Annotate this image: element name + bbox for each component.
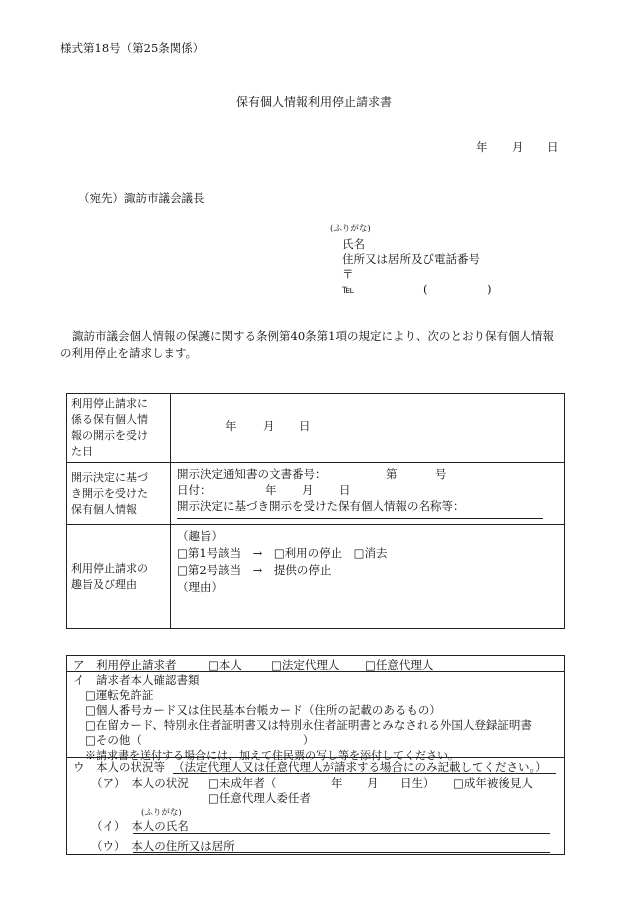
date-month: 月	[512, 140, 524, 154]
intro-line-2: の利用停止を請求します。	[60, 346, 198, 360]
info-name-underline	[177, 518, 543, 519]
form-number: 様式第18号（第25条関係）	[60, 41, 205, 55]
info-name-label: 開示決定に基づき開示を受けた保有個人情報の名称等：	[177, 499, 465, 513]
checkbox-legal-agent[interactable]: □法定代理人	[271, 658, 340, 672]
disclosed-info-label	[67, 468, 170, 520]
principal-address-label: （ウ） 本人の住所又は居所	[91, 839, 235, 853]
label-line: 利用停止請求の	[71, 561, 148, 575]
checkbox-mynumber-card[interactable]: □個人番号カード又は住民基本台帳カード（住所の記載のあるもの）	[85, 703, 441, 717]
checkbox-drivers-license[interactable]: □運転免許証	[85, 688, 154, 702]
reason-heading: （理由）	[177, 580, 223, 594]
principal-name-line[interactable]	[133, 833, 550, 834]
date-day: 日	[547, 140, 559, 154]
document-number-go: 号	[435, 467, 447, 481]
requester-name-label: 氏名	[342, 237, 365, 251]
disclosure-date-label	[67, 394, 170, 462]
document-date-label: 日付：	[177, 483, 212, 497]
document-number-label: 開示決定通知書の文書番号：	[177, 467, 327, 481]
principal-note-underline	[173, 773, 556, 774]
requester-type-label: ア 利用停止請求者	[73, 658, 177, 672]
requester-type-row	[67, 656, 564, 672]
disclosed-info-row	[67, 463, 565, 525]
document-year: 年	[265, 483, 277, 497]
label-line: き開示を受けた	[71, 486, 148, 500]
label-line: 係る保有個人情	[71, 413, 148, 426]
purpose-row	[67, 525, 565, 629]
purpose-field	[171, 525, 565, 629]
disclosed-info-field[interactable]	[171, 463, 565, 525]
principal-status-label: ウ 本人の状況等	[73, 760, 165, 774]
principal-address-line[interactable]	[133, 852, 550, 853]
principal-status-section	[67, 758, 564, 854]
date-year: 年	[476, 140, 488, 154]
id-documents-row	[67, 671, 564, 762]
document-number-dai: 第	[386, 467, 398, 481]
status-sub-label: （ア） 本人の状況	[91, 776, 189, 790]
tel-paren-close: )	[487, 282, 492, 296]
checkbox-principal[interactable]: □任意代理人委任者	[208, 791, 311, 805]
identity-section	[66, 655, 565, 855]
label-line: 開示決定に基づ	[71, 470, 148, 484]
checkbox-residence-card[interactable]: □在留カード、特別永住者証明書又は特別永住者証明書とみなされる外国人登録証明書	[85, 718, 532, 732]
birth-month: 月	[367, 776, 379, 790]
purpose-heading: （趣旨）	[177, 529, 223, 543]
addressee: （宛先）諏訪市議会議長	[78, 191, 205, 205]
request-table	[66, 393, 565, 629]
label-line: 利用停止請求に	[71, 397, 148, 410]
label-line: た日	[71, 445, 93, 458]
birth-year: 年	[331, 776, 343, 790]
label-line: 保有個人情報	[71, 502, 137, 516]
checkbox-minor[interactable]: □未成年者（	[208, 776, 277, 790]
checkbox-other[interactable]: □その他（ ）	[85, 733, 315, 747]
requester-address-label: 住所又は居所及び電話番号	[342, 252, 480, 266]
principal-status-note: （法定代理人又は任意代理人が請求する場合にのみ記載してください。）	[173, 760, 547, 774]
purpose-option-1[interactable]: □第1号該当 → □利用の停止 □消去	[177, 546, 388, 560]
tel-paren-open: (	[423, 282, 428, 296]
principal-furigana: (ふりがな)	[141, 808, 182, 818]
document-day: 日	[339, 483, 351, 497]
checkbox-adult-ward[interactable]: □成年被後見人	[453, 776, 533, 790]
mail-note: ※請求書を送付する場合には、加えて住民票の写し等を添付してください。	[85, 749, 459, 762]
tel-mark: ℡	[342, 282, 355, 296]
checkbox-voluntary-agent[interactable]: □任意代理人	[365, 658, 434, 672]
disclosure-year: 年	[225, 419, 237, 433]
id-documents-label: イ 請求者本人確認書類	[73, 673, 200, 687]
label-line: 報の開示を受け	[71, 429, 148, 442]
requester-furigana: (ふりがな)	[330, 224, 371, 234]
checkbox-self[interactable]: □本人	[208, 658, 242, 672]
label-line: 趣旨及び理由	[71, 577, 137, 591]
purpose-label	[67, 559, 170, 595]
page-title: 保有個人情報利用停止請求書	[236, 95, 393, 109]
principal-name-label: （イ） 本人の氏名	[91, 819, 189, 833]
document-month: 月	[302, 483, 314, 497]
postal-mark: 〒	[342, 267, 354, 281]
disclosure-month: 月	[263, 419, 275, 433]
disclosure-date-field[interactable]	[171, 394, 565, 463]
purpose-option-2[interactable]: □第2号該当 → 提供の停止	[177, 563, 332, 577]
disclosure-date-row	[67, 394, 565, 463]
birth-day: 日生）	[400, 776, 435, 790]
disclosure-day: 日	[299, 419, 311, 433]
intro-line-1: 諏訪市議会個人情報の保護に関する条例第40条第1項の規定により、次のとおり保有個人情報	[72, 329, 554, 343]
